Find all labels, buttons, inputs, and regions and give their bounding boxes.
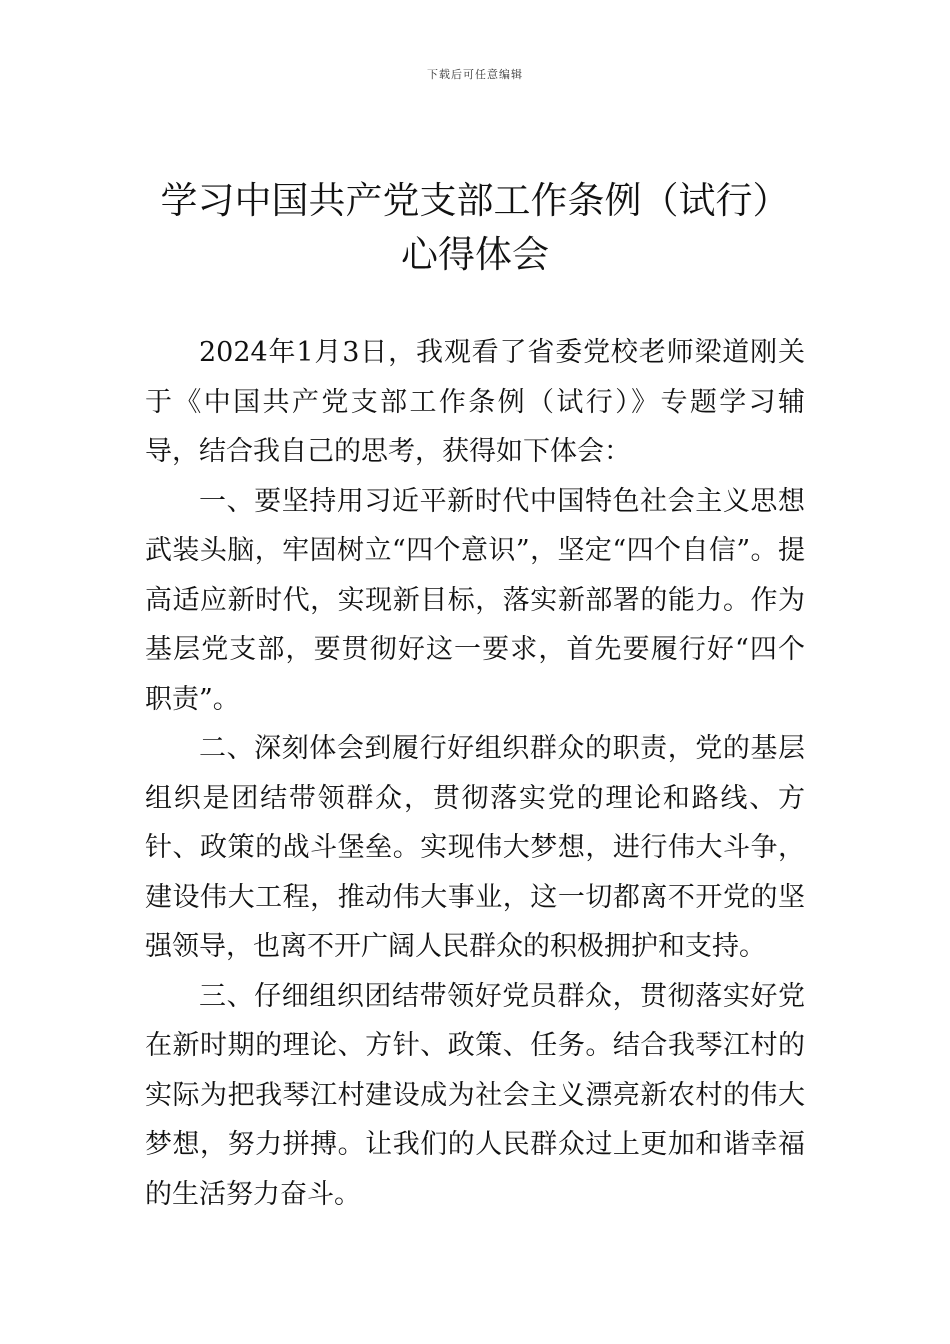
document-body bbox=[145, 328, 805, 1219]
paragraph-point-three: 三、仔细组织团结带领好党员群众，贯彻落实好党在新时期的理论、方针、政策、任务。结合我琴江村的实际为把我琴江村建设成为社会主义漂亮新农村的伟大梦想，努力拼搏。让我们的人民群众过上更加和谐幸福的生活努力奋斗。 bbox=[145, 980, 805, 1210]
document-title: 学习中国共产党支部工作条例（试行）心得体会 bbox=[160, 179, 790, 276]
paragraph-point-two: 二、深刻体会到履行好组织群众的职责，党的基层组织是团结带领群众，贯彻落实党的理论和路线、方针、政策的战斗堡垒。实现伟大梦想，进行伟大斗争，建设伟大工程，推动伟大事业，这一切都离不开党的坚强领导，也离不开广阔人民群众的积极拥护和支持。 bbox=[145, 733, 805, 962]
paragraph-intro: 2024年1月3日，我观看了省委党校老师梁道刚关于《中国共产党支部工作条例（试行）》专题学习辅导，结合我自己的思考，获得如下体会： bbox=[145, 337, 805, 467]
paragraph-point-one: 一、要坚持用习近平新时代中国特色社会主义思想武装头脑，牢固树立“四个意识”，坚定“四个自信”。提高适应新时代，实现新目标，落实新部署的能力。作为基层党支部，要贯彻好这一要求，首先要履行好“四个职责”。 bbox=[145, 485, 805, 715]
header-note: 下载后可任意编辑 bbox=[427, 68, 523, 81]
